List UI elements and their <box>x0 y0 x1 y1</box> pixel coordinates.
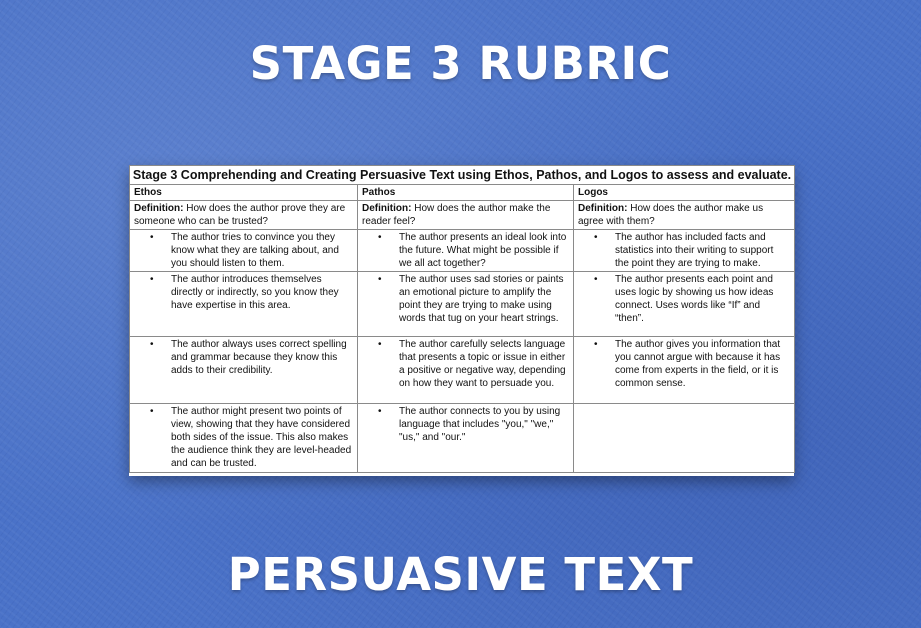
rubric-cell <box>130 230 358 272</box>
rubric-cell <box>130 272 358 337</box>
definition-text: How does the author make the reader feel? <box>362 203 551 227</box>
bullet-icon: • <box>150 339 154 350</box>
bullet-icon: • <box>378 232 382 243</box>
rubric-cell <box>130 404 358 473</box>
rubric-document <box>129 165 794 476</box>
criterion-text: The author always uses correct spelling and grammar because they know this adds to their credibility. <box>171 339 347 376</box>
criterion-text: The author connects to you by using language that includes "you," "we," "us," and "our." <box>399 406 561 443</box>
rubric-cell <box>358 337 574 404</box>
rubric-cell <box>358 230 574 272</box>
definition-text: How does the author make us agree with them? <box>578 203 764 227</box>
bullet-icon: • <box>150 232 154 243</box>
rubric-cell <box>358 404 574 473</box>
rubric-cell <box>130 337 358 404</box>
bullet-icon: • <box>594 339 598 350</box>
criterion-text: The author gives you information that you cannot argue with because it has come from experts in the field, or it is common sense. <box>615 339 781 389</box>
definition-label: Definition: <box>578 203 628 214</box>
rubric-cell <box>358 272 574 337</box>
criterion-text: The author presents each point and uses logic by showing us how ideas connect. Uses words like “If” and “then”. <box>615 274 774 324</box>
criterion-text: The author carefully selects language that presents a topic or issue in either a positive or negative way, depending on how they want to persuade you. <box>399 339 566 389</box>
definition-cell-pathos <box>358 201 574 230</box>
column-header-ethos: Ethos <box>130 185 358 201</box>
rubric-cell-empty <box>574 404 795 473</box>
page-title: STAGE 3 RUBRIC <box>249 37 672 90</box>
definition-label: Definition: <box>134 203 184 214</box>
rubric-table <box>129 165 795 473</box>
criterion-text: The author presents an ideal look into the future. What might be possible if we all act together? <box>399 232 567 269</box>
definition-label: Definition: <box>362 203 412 214</box>
bullet-icon: • <box>594 232 598 243</box>
footer-title: PERSUASIVE TEXT <box>227 548 694 601</box>
bullet-icon: • <box>378 339 382 350</box>
rubric-caption: Stage 3 Comprehending and Creating Persuasive Text using Ethos, Pathos, and Logos to assess and evaluate. <box>130 166 795 185</box>
definition-text: How does the author prove they are someone who can be trusted? <box>134 203 346 227</box>
definition-cell-ethos <box>130 201 358 230</box>
bullet-icon: • <box>378 274 382 285</box>
rubric-cell <box>574 230 795 272</box>
criterion-text: The author has included facts and statistics into their writing to support the point they are trying to make. <box>615 232 774 269</box>
column-header-logos: Logos <box>574 185 795 201</box>
definition-cell-logos <box>574 201 795 230</box>
bullet-icon: • <box>594 274 598 285</box>
criterion-text: The author introduces themselves directly or indirectly, so you know they have expertise in this area. <box>171 274 339 311</box>
column-header-pathos: Pathos <box>358 185 574 201</box>
bullet-icon: • <box>378 406 382 417</box>
bullet-icon: • <box>150 406 154 417</box>
criterion-text: The author tries to convince you they know what they are talking about, and you should listen to them. <box>171 232 339 269</box>
criterion-text: The author might present two points of view, showing that they have considered both sides of the issue. This also makes the audience think they are level-headed and can be trusted. <box>171 406 352 469</box>
rubric-cell <box>574 272 795 337</box>
criterion-text: The author uses sad stories or paints an emotional picture to amplify the point they are trying to make using words that tug on your heart strings. <box>399 274 564 324</box>
rubric-cell <box>574 337 795 404</box>
bullet-icon: • <box>150 274 154 285</box>
